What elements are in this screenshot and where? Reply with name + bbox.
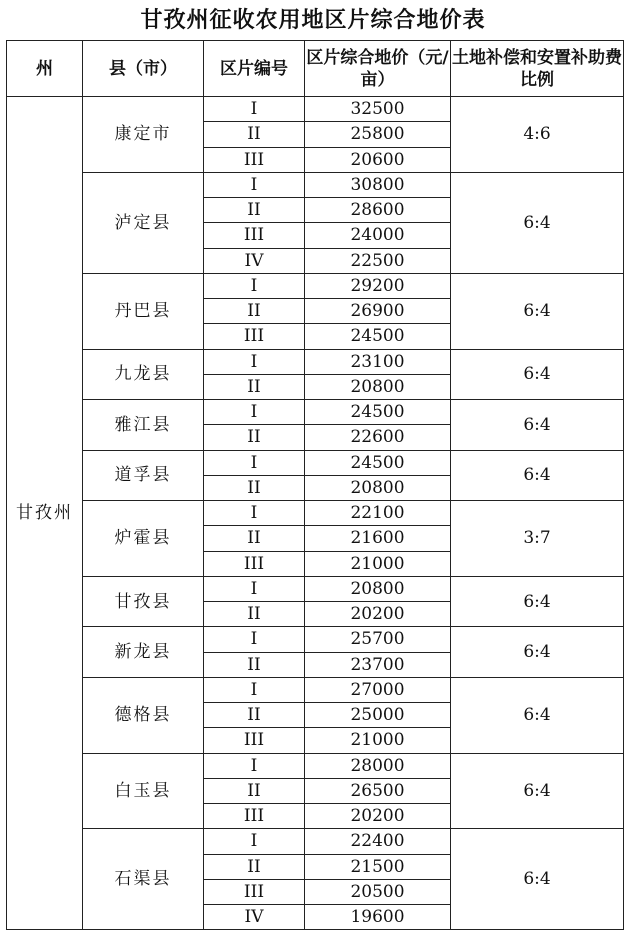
price-cell: 28600 [305,198,451,223]
price-cell: 19600 [305,905,451,930]
table-row [7,97,624,122]
zone-cell: I [204,172,305,197]
zone-cell: I [204,501,305,526]
county-cell: 炉霍县 [83,501,204,577]
zone-cell: IV [204,248,305,273]
table-row [7,349,624,374]
county-cell: 泸定县 [83,172,204,273]
zone-cell: III [204,147,305,172]
zone-cell: I [204,450,305,475]
table-row [7,501,624,526]
price-cell: 24000 [305,223,451,248]
price-cell: 23100 [305,349,451,374]
price-cell: 21000 [305,728,451,753]
zone-cell: II [204,526,305,551]
land-price-table [6,40,624,930]
header-ratio: 土地补偿和安置补助费比例 [451,41,624,97]
header-row [7,41,624,97]
price-cell: 27000 [305,677,451,702]
price-cell: 26900 [305,299,451,324]
county-cell: 白玉县 [83,753,204,829]
county-cell: 雅江县 [83,400,204,451]
county-cell: 德格县 [83,677,204,753]
zone-cell: II [204,602,305,627]
price-cell: 32500 [305,97,451,122]
ratio-cell: 3:7 [451,501,624,577]
zone-cell: I [204,576,305,601]
county-cell: 道孚县 [83,450,204,501]
zone-cell: II [204,475,305,500]
zone-cell: I [204,400,305,425]
price-cell: 28000 [305,753,451,778]
table-row [7,677,624,702]
table-row [7,753,624,778]
county-cell: 康定市 [83,97,204,173]
price-cell: 22500 [305,248,451,273]
zone-cell: III [204,728,305,753]
ratio-cell: 6:4 [451,753,624,829]
ratio-cell: 6:4 [451,400,624,451]
county-cell: 石渠县 [83,829,204,930]
county-cell: 丹巴县 [83,273,204,349]
table-row [7,172,624,197]
ratio-cell: 6:4 [451,172,624,273]
zone-cell: II [204,122,305,147]
zone-cell: II [204,652,305,677]
zone-cell: I [204,627,305,652]
table-row [7,829,624,854]
zone-cell: I [204,829,305,854]
price-cell: 20800 [305,374,451,399]
zone-cell: III [204,804,305,829]
price-cell: 20200 [305,602,451,627]
price-cell: 25800 [305,122,451,147]
price-cell: 22400 [305,829,451,854]
price-cell: 24500 [305,450,451,475]
price-cell: 21600 [305,526,451,551]
county-cell: 新龙县 [83,627,204,678]
price-cell: 24500 [305,400,451,425]
price-cell: 24500 [305,324,451,349]
ratio-cell: 6:4 [451,627,624,678]
county-cell: 甘孜县 [83,576,204,627]
page-title: 甘孜州征收农用地区片综合地价表 [140,7,486,33]
price-cell: 22600 [305,425,451,450]
table-row [7,450,624,475]
price-cell: 21000 [305,551,451,576]
ratio-cell: 6:4 [451,450,624,501]
zone-cell: II [204,854,305,879]
land-price-table-container [6,40,623,930]
zone-cell: I [204,97,305,122]
header-prefecture: 州 [7,41,83,97]
price-cell: 25000 [305,703,451,728]
price-cell: 20200 [305,804,451,829]
prefecture-cell: 甘孜州 [7,97,83,930]
zone-cell: II [204,778,305,803]
price-cell: 30800 [305,172,451,197]
zone-cell: III [204,324,305,349]
zone-cell: I [204,753,305,778]
zone-cell: III [204,223,305,248]
ratio-cell: 6:4 [451,829,624,930]
price-cell: 20500 [305,879,451,904]
price-cell: 23700 [305,652,451,677]
ratio-cell: 6:4 [451,349,624,400]
zone-cell: II [204,425,305,450]
ratio-cell: 6:4 [451,273,624,349]
header-zone: 区片编号 [204,41,305,97]
zone-cell: I [204,273,305,298]
county-cell: 九龙县 [83,349,204,400]
table-row [7,627,624,652]
price-cell: 20600 [305,147,451,172]
zone-cell: II [204,703,305,728]
zone-cell: III [204,879,305,904]
price-cell: 20800 [305,576,451,601]
header-price: 区片综合地价（元/亩） [305,41,451,97]
zone-cell: I [204,349,305,374]
price-cell: 20800 [305,475,451,500]
ratio-cell: 6:4 [451,677,624,753]
table-body [7,97,624,930]
zone-cell: III [204,551,305,576]
price-cell: 25700 [305,627,451,652]
table-row [7,273,624,298]
zone-cell: I [204,677,305,702]
price-cell: 26500 [305,778,451,803]
ratio-cell: 6:4 [451,576,624,627]
zone-cell: II [204,299,305,324]
zone-cell: II [204,198,305,223]
ratio-cell: 4:6 [451,97,624,173]
zone-cell: IV [204,905,305,930]
price-cell: 21500 [305,854,451,879]
table-row [7,400,624,425]
price-cell: 29200 [305,273,451,298]
table-row [7,576,624,601]
price-cell: 22100 [305,501,451,526]
header-county: 县（市） [83,41,204,97]
zone-cell: II [204,374,305,399]
